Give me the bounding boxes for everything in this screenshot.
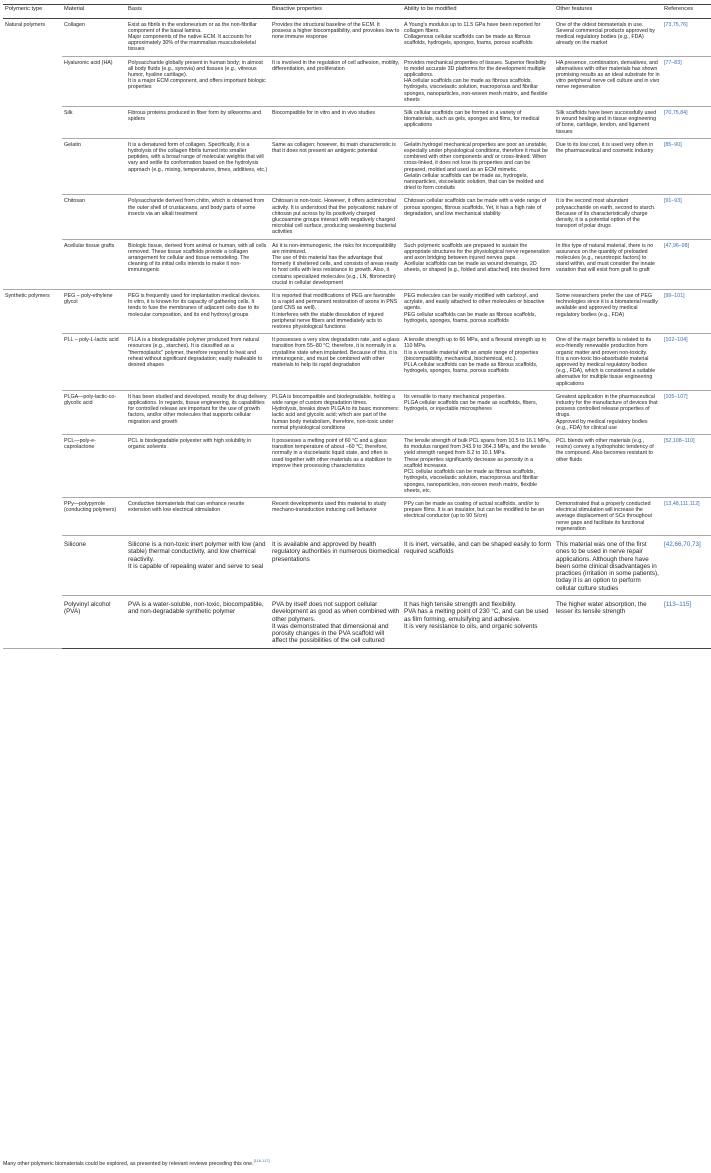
footnote-refs[interactable]: [116,117] bbox=[253, 1158, 270, 1163]
cell-modified bbox=[402, 56, 554, 106]
cell-references bbox=[662, 290, 711, 334]
header-ability-to-be-modified: Ability to be modified bbox=[402, 5, 554, 19]
cell-bioactive bbox=[270, 138, 402, 195]
cell-paragraph: Demonstrated that a properly conducted electrical stimulation will increase the average displacement of SCs throughout nerve gaps and facilitate its functional regeneration bbox=[556, 500, 652, 532]
cell-modified bbox=[402, 195, 554, 239]
header-material: Material bbox=[62, 5, 126, 19]
cell-paragraph: One of the major benefits is related to its eco-friendly renewable production from organic matter and proven non-toxicity. bbox=[556, 337, 652, 356]
reference-link[interactable]: [77–83] bbox=[664, 59, 682, 66]
cell-paragraph: Polysaccharide derived from chitin, which is obtained from the outer shell of crustaceans, and body parts of some insects via an alkali treatment bbox=[128, 198, 265, 217]
cell-paragraph: It has been studied and developed, mostly for drug delivery applications. In regards, tissue engineering, its capabilities for controlled release are important for the use of growth factors, and/or other molecules that supports cellular migration and growth bbox=[128, 393, 267, 425]
cell-paragraph: This material was one of the first ones to be used in nerve repair applications. Although there have been some clinical disadvantages in practices (irritation in some patients), today it is an option to perform cellular culture studies bbox=[556, 540, 659, 592]
cell-paragraph: Silk scaffolds have been successfully used in wound healing and in tissue engineering of bone, cartilage, tendon, and ligament tissues bbox=[556, 109, 657, 135]
cell-other bbox=[554, 195, 662, 239]
table-row bbox=[3, 390, 711, 434]
cell-paragraph: It is a denatured form of collagen. Specifically, it is a hydrolysis of the collagen fibrils turned into smaller peptides, with a broad range of molecular weights that will vary and settle its conformation based on the hydrolysis approach (e.g., mixing, temperatures, times, additives, etc.) bbox=[128, 141, 268, 173]
cell-polymeric-type bbox=[3, 195, 62, 239]
cell-modified bbox=[402, 435, 554, 498]
cell-polymeric-type bbox=[3, 497, 62, 535]
table-row bbox=[3, 195, 711, 239]
reference-link[interactable]: [105–107] bbox=[664, 393, 688, 400]
cell-paragraph: Biologic tissue, derived from animal or human, with all cells removed. These tissue scaffolds provide a collagen arrangement for cellular and tissue remodeling. The cleaning of its initial cells intends to make it non-immunogenic bbox=[128, 242, 267, 274]
cell-paragraph: It is inert, versatile, and can be shaped easily to form required scaffolds bbox=[404, 540, 552, 556]
cell-paragraph: It is involved in the regulation of cell adhesion, motility, differentiation, and proliferation bbox=[272, 59, 400, 72]
cell-paragraph: Exist as fibrils in the endoneurium or as the non-fibrillar component of the basal lamina. bbox=[128, 21, 257, 34]
cell-paragraph: PPy can be made as coating of actual scaffolds, and/or to prepare films. It is an insulator, but can be modified to be an electrical conductor (up to 90 S/cm) bbox=[404, 500, 545, 520]
reference-link[interactable]: [52,108–110] bbox=[664, 438, 695, 445]
cell-paragraph: Chitosan cellular scaffolds can be made with a wide range of porous sponges, fibrous scaffolds. Yet, it has a high rate of degradation, and low mechanical stability bbox=[404, 198, 547, 217]
cell-paragraph: It is a non-toxic bio-absorbable material approved by medical regulatory bodies (e.g., FDA), which is considered a suitable alternative for multiple tissue engineering applications bbox=[556, 355, 656, 387]
cell-bioactive bbox=[270, 18, 402, 56]
cell-paragraph: Biocompatible for in vitro and in vivo studies bbox=[272, 109, 376, 116]
cell-material: Silicone bbox=[62, 535, 126, 595]
cell-bioactive bbox=[270, 290, 402, 334]
cell-paragraph: PCL blends with other materials (e.g., resins) convey a hydrophobic tendency of the compound. Also becomes resistant to other fluids bbox=[556, 438, 654, 463]
cell-paragraph: Provides the structural baseline of the ECM. It possess a higher biocompatibility, and provokes low to none immune response bbox=[272, 21, 400, 40]
cell-paragraph: The higher water absorption, the lesser its tensile strength bbox=[556, 601, 647, 616]
cell-paragraph: Polysaccharide globally present in human body; in almost all body fluids (e.g., synovia) and tissues (e.g., vitreous humor, hyaline cartilage). bbox=[128, 59, 263, 78]
cell-polymeric-type bbox=[3, 435, 62, 498]
cell-references bbox=[662, 390, 711, 434]
table-footnote bbox=[3, 1158, 270, 1167]
reference-link[interactable]: [47,96–98] bbox=[664, 242, 690, 249]
reference-link[interactable]: [73,75,76] bbox=[664, 21, 688, 28]
cell-references bbox=[662, 195, 711, 239]
cell-paragraph: PLGA is biocompatible and biodegradable, holding a wide range of custom degradation times. bbox=[272, 393, 396, 407]
cell-paragraph: PLGA cellular scaffolds can be made as scaffolds, fibers, hydrogels, or injectable microspheres bbox=[404, 400, 538, 413]
cell-basis bbox=[126, 435, 270, 498]
cell-paragraph: It was demonstrated that dimensional and porosity changes in the PVA scaffold will affect the possibilities of the cell cultured bbox=[272, 622, 389, 645]
cell-references bbox=[662, 435, 711, 498]
cell-basis bbox=[126, 138, 270, 195]
table-row bbox=[3, 106, 711, 138]
table-body bbox=[3, 18, 711, 648]
cell-paragraph: It is the second most abundant polysaccharide on earth, second to starch. Because of its characteristically charge density, it is a potential option of the transport of polar drugs bbox=[556, 198, 656, 230]
cell-material: Acellular tissue grafts bbox=[62, 239, 126, 289]
cell-polymeric-type bbox=[3, 390, 62, 434]
reference-link[interactable]: [42,66,70,73] bbox=[664, 540, 701, 548]
cell-other bbox=[554, 535, 662, 595]
cell-polymeric-type bbox=[3, 56, 62, 106]
cell-paragraph: Greatest application in the pharmaceutical industry for the manufacture of devices that possess controlled release properties of drugs. bbox=[556, 393, 658, 419]
table-row bbox=[3, 596, 711, 649]
cell-paragraph: PEG molecules can be easily modified with carboxyl, and acrylate, and easily attached to other molecules or bioactive agents. bbox=[404, 293, 545, 312]
cell-references bbox=[662, 535, 711, 595]
cell-paragraph: One of the oldest biomaterials in use. bbox=[556, 21, 644, 28]
cell-paragraph: PEG cellular scaffolds can be made as fibrous scaffolds, hydrogels, sponges, foams, porous scaffolds bbox=[404, 311, 537, 324]
cell-other bbox=[554, 18, 662, 56]
cell-basis bbox=[126, 195, 270, 239]
cell-basis bbox=[126, 497, 270, 535]
cell-paragraph: Same as collagen; however, its main characteristic is that it does not present an antigenic potential bbox=[272, 141, 396, 154]
cell-bioactive bbox=[270, 239, 402, 289]
cell-paragraph: Conductive biomaterials that can enhance neurite extension with low electrical stimulation bbox=[128, 500, 245, 514]
cell-paragraph: Acellular scaffolds can be made as wound dressings, 2D sheets, or shaped (e.g., folded and attached) into desired form bbox=[404, 261, 551, 274]
header-polymeric-type: Polymeric type bbox=[3, 5, 62, 19]
cell-other bbox=[554, 334, 662, 391]
cell-references bbox=[662, 596, 711, 649]
cell-paragraph: The use of this material has the advantage that formerly it sheltered cells, and consists of areas ready to host cells with less resistance to growth. Also, it contains specialized molecules (e.g., LN, fibronectin) crucial in cellular development bbox=[272, 255, 399, 286]
cell-paragraph: Major components of the native ECM. It accounts for approximately 30% of the mammalian musculoskeletal tissues bbox=[128, 33, 256, 53]
cell-paragraph: It has high tensile strength and flexibility. bbox=[404, 601, 517, 608]
cell-polymeric-type: Natural polymers bbox=[5, 21, 46, 28]
cell-paragraph: It is available and approved by health regulatory authorities in numerous biomedical presentations bbox=[272, 540, 400, 563]
cell-paragraph: Gelatin cellular scaffolds can be made as, hydrogels, nanoparticles, viscoelastic solution, that can be molded and dried to form conduits bbox=[404, 172, 544, 192]
cell-paragraph: PCL cellular scaffolds can be made as fibrous scaffolds, hydrogels, viscoelastic solution, macroporous and fibrillar sponges, nanoparticles, non-woven mesh matrix, flexible sheets, etc. bbox=[404, 469, 538, 494]
cell-paragraph: Provides mechanical properties of tissues. Superior flexibility to model accurate 3D platforms for the development multiple applications. bbox=[404, 59, 547, 78]
cell-paragraph: Its versatile to many mechanical properties. bbox=[404, 393, 506, 400]
cell-paragraph: Due to its low cost, it is used very often in the pharmaceutical and cosmetic industry bbox=[556, 141, 654, 154]
header-bioactive-properties: Bioactive properties bbox=[270, 5, 402, 19]
cell-paragraph: PVA is a water-soluble, non-toxic, biocompatible, and non-degradable synthetic polymer bbox=[128, 601, 264, 616]
header-references: References bbox=[662, 5, 711, 19]
cell-paragraph: PCL is biodegradable polyester with high solubility in organic solvents bbox=[128, 438, 252, 451]
reference-link[interactable]: [91–93] bbox=[664, 198, 682, 205]
cell-bioactive bbox=[270, 535, 402, 595]
cell-material: Polyvinyl alcohol (PVA) bbox=[62, 596, 126, 649]
cell-other bbox=[554, 106, 662, 138]
cell-modified bbox=[402, 497, 554, 535]
cell-basis bbox=[126, 390, 270, 434]
cell-other bbox=[554, 390, 662, 434]
cell-paragraph: The tensile strength of bulk PCL spans from 10.5 to 16.1 MPa, its modulus ranged from 343.9 to 364.3 MPa, and the tensile yield strength ranged from 8.2 to 10.1 MPa. bbox=[404, 438, 551, 457]
cell-basis bbox=[126, 334, 270, 391]
table-row bbox=[3, 497, 711, 535]
reference-link[interactable]: [102–104] bbox=[664, 337, 688, 344]
cell-references bbox=[662, 106, 711, 138]
cell-paragraph: In this type of natural material, there is no assurance on the quantity of preloaded molecules (e.g., neurotropic factors) to stand within, and must consider the innate variation that will exist from graft to graft bbox=[556, 242, 655, 274]
table-row bbox=[3, 138, 711, 195]
header-basis: Basis bbox=[126, 5, 270, 19]
cell-paragraph: Silicone is a non-toxic inert polymer with low (and stable) thermal conductivity, and low chemical reactivity. bbox=[128, 540, 266, 563]
cell-paragraph: Silk cellular scaffolds can be formed in a variety of biomaterials, such as gels, sponges and films, for medical applications bbox=[404, 109, 540, 129]
cell-references bbox=[662, 239, 711, 289]
reference-link[interactable]: [113–115] bbox=[664, 601, 692, 608]
cell-basis bbox=[126, 596, 270, 649]
cell-references bbox=[662, 138, 711, 195]
cell-paragraph: Several commercial products approved by medical regulatory bodies (e.g., FDA) already on the market bbox=[556, 27, 655, 47]
cell-modified bbox=[402, 239, 554, 289]
cell-paragraph: PLLA cellular scaffolds can be made as fibrous scaffolds, hydrogels, sponges, foams, porous scaffolds bbox=[404, 362, 538, 375]
cell-basis bbox=[126, 106, 270, 138]
cell-other bbox=[554, 290, 662, 334]
reference-link[interactable]: [99–101] bbox=[664, 293, 685, 300]
cell-material: Collagen bbox=[62, 18, 126, 56]
table-row bbox=[3, 290, 711, 334]
cell-polymeric-type bbox=[3, 596, 62, 649]
cell-polymeric-type: Synthetic polymers bbox=[5, 293, 50, 300]
cell-modified bbox=[402, 106, 554, 138]
cell-paragraph: It is a versatile material with an ample range of properties (biocompatibility, mechanical, biochemical, etc.). bbox=[404, 349, 539, 362]
reference-link[interactable]: [85–90] bbox=[664, 141, 682, 148]
cell-basis bbox=[126, 239, 270, 289]
cell-paragraph: As it is non-immunogenic, the risks for incompatibility are minimized. bbox=[272, 242, 397, 255]
cell-paragraph: Chitosan is non-toxic. However, it offers actimicrobial activity. It is understood that the polycationic nature of chitosan put across by its positively charged glucosamine groups interact with negatively charged microbial cell surface, producing weakening bacterial activities bbox=[272, 198, 398, 236]
cell-paragraph: PLLA is a biodegradable polymer produced from natural resources (e.g., starches). It is classified as a "thermoplastic" polymer, therefore respond to heat and reheat without significant degradation; easily malleable to desired shapes bbox=[128, 337, 263, 369]
cell-modified bbox=[402, 334, 554, 391]
cell-bioactive bbox=[270, 56, 402, 106]
cell-modified bbox=[402, 390, 554, 434]
cell-paragraph: Some researchers prefer the use of PEG technologies since it is a biomaterial readily available and approved by medical regulatory bodies (e.g., FDA) bbox=[556, 293, 658, 318]
cell-modified bbox=[402, 535, 554, 595]
cell-references bbox=[662, 334, 711, 391]
cell-polymeric-type bbox=[3, 239, 62, 289]
cell-other bbox=[554, 239, 662, 289]
reference-link[interactable]: [13,48,111,112] bbox=[664, 500, 700, 507]
cell-paragraph: HA cellular scaffolds can be made as fibrous scaffolds, hydrogels, viscoelastic solution, macroporous and fibrillar sponges, nanoparticles, non-woven mesh matrix, and flexible sheets bbox=[404, 78, 548, 103]
cell-bioactive bbox=[270, 195, 402, 239]
cell-paragraph: PVA has a melting point of 230 °C, and can be used as film forming, emulsifying and adhesive. bbox=[404, 608, 549, 623]
cell-material: PLL – poly-L-lactic acid bbox=[62, 334, 126, 391]
cell-material: Chitosan bbox=[62, 195, 126, 239]
cell-other bbox=[554, 497, 662, 535]
cell-polymeric-type bbox=[3, 106, 62, 138]
cell-paragraph: Such polymeric scaffolds are prepared to sustain the appropriate structures for the physiological nerve regeneration and axon bridging between injured nerves gaps. bbox=[404, 242, 550, 261]
table-row bbox=[3, 18, 711, 56]
cell-material: PEG – poly-ethylene glycol bbox=[62, 290, 126, 334]
polymer-table bbox=[3, 4, 711, 649]
cell-bioactive bbox=[270, 334, 402, 391]
cell-paragraph: Gelatin hydrogel mechanical properties are poor an unstable, especially under physiological conditions, therefore it must be combined with other components and/ or cross-linked. When cross-linked, it does not lose its properties and can be prepared, molded and used as an ECM mimetic. bbox=[404, 141, 548, 173]
cell-bioactive bbox=[270, 596, 402, 649]
cell-basis bbox=[126, 535, 270, 595]
cell-bioactive bbox=[270, 435, 402, 498]
cell-paragraph: It possesses a melting point of 60 °C and a glass transition temperature of about −60 °C; therefore, normally in a viscoelastic liquid state, and often is used together with other materials as a stabilizer to improve their processing characteristics bbox=[272, 438, 392, 469]
cell-modified bbox=[402, 138, 554, 195]
cell-references bbox=[662, 497, 711, 535]
cell-other bbox=[554, 596, 662, 649]
reference-link[interactable]: [70,75,84] bbox=[664, 109, 688, 116]
cell-basis bbox=[126, 56, 270, 106]
cell-paragraph: It is very resistance to oils, and organic solvents bbox=[404, 622, 538, 630]
cell-paragraph: These properties significantly decrease as porosity in a scaffold increases. bbox=[404, 456, 533, 469]
footnote-text: Many other polymeric biomaterials could be explored, as presented by relevant reviews preceding this one. bbox=[3, 1160, 254, 1167]
cell-paragraph: PVA by itself does not support cellular development as good as when combined with other polymers. bbox=[272, 601, 400, 623]
cell-references bbox=[662, 56, 711, 106]
cell-paragraph: It possesses a very slow degradation rate, and a glass transition from 55–80 °C; therefore, it is normally in a crystalline state when implanted. Because of this, it is immunogenic, and must be combined with other materials to help its rapid degradation bbox=[272, 337, 400, 369]
cell-modified bbox=[402, 596, 554, 649]
cell-basis bbox=[126, 18, 270, 56]
cell-paragraph: A tensile strength up to 66 MPa, and a flexural strength up to 110 MPa. bbox=[404, 337, 547, 350]
cell-paragraph: Approved by medical regulatory bodies (e.g., FDA) for clinical use bbox=[556, 418, 648, 431]
cell-other bbox=[554, 435, 662, 498]
table-row bbox=[3, 334, 711, 391]
cell-polymeric-type bbox=[3, 535, 62, 595]
cell-references bbox=[662, 18, 711, 56]
cell-paragraph: It interferes with the stable dissolution of injured peripheral nerve fibers and immediately acts to restores physiological functions bbox=[272, 311, 384, 331]
header-other-features: Other features bbox=[554, 5, 662, 19]
cell-modified bbox=[402, 290, 554, 334]
cell-paragraph: HA presence, combination, derivatives, and alternatives with other materials has shown promising results as an ideal substrate for in vitro peripheral nerve cell culture and in vivo nerve regeneration bbox=[556, 59, 660, 91]
cell-paragraph: Recent developments used this material to study mechano-transduction inducing cell behavior bbox=[272, 500, 387, 514]
cell-bioactive bbox=[270, 106, 402, 138]
cell-basis bbox=[126, 290, 270, 334]
table-row bbox=[3, 435, 711, 498]
cell-paragraph: Hydrolysis, breaks down PLGA to its basic monomers: lactic acid and glycolic acid; which are part of the human body metabolism, therefore, non-toxic under normal physiological conditions bbox=[272, 406, 400, 431]
cell-paragraph: A Young's modulus up to 11.5 GPa have been reported for collagen fibers. bbox=[404, 21, 541, 34]
cell-bioactive bbox=[270, 390, 402, 434]
cell-other bbox=[554, 56, 662, 106]
cell-paragraph: It is capable of repealing water and serve to seal bbox=[128, 562, 264, 570]
table-row bbox=[3, 535, 711, 595]
table-header-row bbox=[3, 5, 711, 19]
cell-material: Silk bbox=[62, 106, 126, 138]
cell-material: PCL—poly-e-caprolactone bbox=[62, 435, 126, 498]
cell-bioactive bbox=[270, 497, 402, 535]
table-row bbox=[3, 56, 711, 106]
cell-polymeric-type bbox=[3, 138, 62, 195]
cell-paragraph: It is reported that modifications of PEG are favorable to a rapid and permanent restoration of axons in PNS (and CNS as well). bbox=[272, 293, 398, 312]
cell-modified bbox=[402, 18, 554, 56]
cell-paragraph: Collagenous cellular scaffolds can be made as fibrous scaffolds, hydrogels, sponges, foams, porous scaffolds bbox=[404, 33, 533, 47]
cell-material: PPy—polypyrrole (conducting polymers) bbox=[62, 497, 126, 535]
cell-material: PLGA—poly-lactic-co-glycolic acid bbox=[62, 390, 126, 434]
table-row bbox=[3, 239, 711, 289]
cell-polymeric-type bbox=[3, 334, 62, 391]
cell-paragraph: It is a major ECM component, and offers important biologic properties bbox=[128, 78, 266, 91]
cell-material: Hyaluronic acid (HA) bbox=[62, 56, 126, 106]
cell-paragraph: PEG is frequently used for implantation medical devices. bbox=[128, 293, 261, 300]
cell-material: Gelatin bbox=[62, 138, 126, 195]
cell-paragraph: Fibrous proteins produced in fiber form by silkworms and spiders bbox=[128, 109, 262, 123]
cell-paragraph: In vitro, it is known for its capacity of gathering cells. It tends to fuse the membranes of adjacent cells due to its molecular composition, and its end hydroxyl groups bbox=[128, 299, 260, 318]
cell-other bbox=[554, 138, 662, 195]
